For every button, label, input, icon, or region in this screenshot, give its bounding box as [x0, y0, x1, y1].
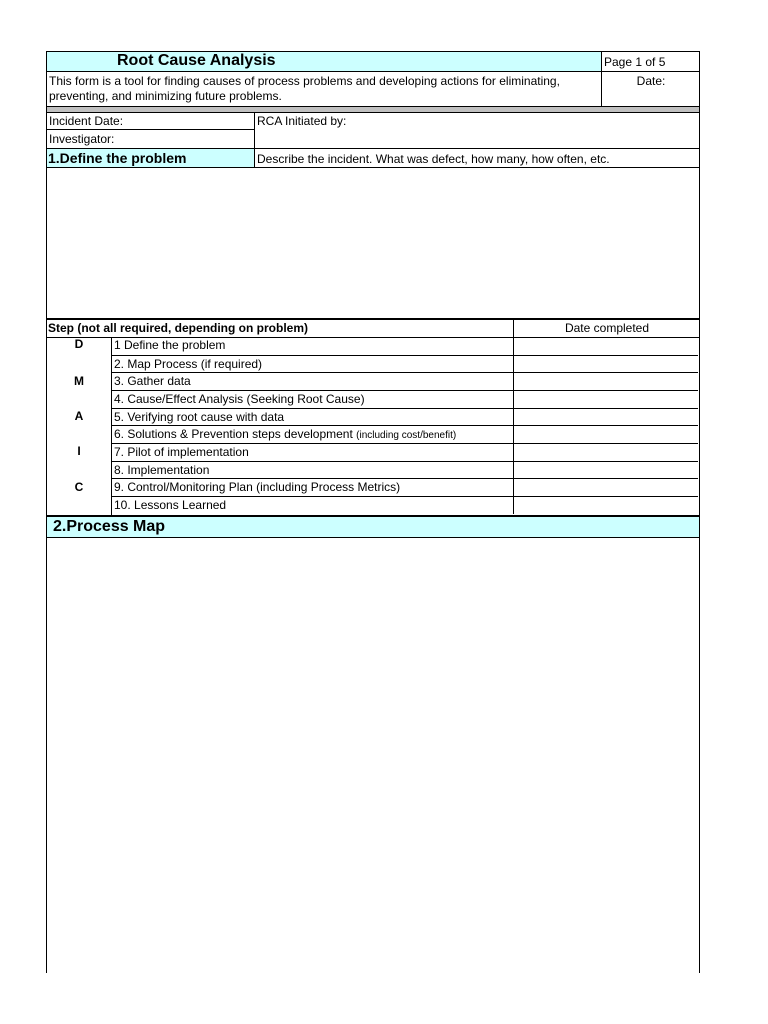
section1-header — [47, 148, 255, 168]
section1-title: 1.Define the problem — [48, 150, 187, 166]
rca-initiated-label: RCA Initiated by: — [257, 114, 347, 128]
process-map-area[interactable] — [47, 538, 699, 973]
step-label: 9. Control/Monitoring Plan (including Process Metrics) — [114, 480, 401, 494]
rca-initiated-field[interactable] — [255, 113, 699, 148]
step-date-cell[interactable] — [513, 408, 698, 426]
step-row — [112, 478, 698, 496]
problem-description-area[interactable] — [47, 168, 699, 318]
step-date-cell[interactable] — [513, 337, 698, 355]
step-date-cell[interactable] — [513, 390, 698, 408]
step-row — [112, 390, 698, 408]
page-number-cell — [601, 52, 699, 72]
investigator-field[interactable] — [47, 130, 255, 148]
page-number: Page 1 of 5 — [604, 55, 666, 69]
step-label: 3. Gather data — [114, 374, 191, 388]
phase-d: D — [74, 337, 84, 351]
step-row — [112, 496, 698, 514]
step-row — [112, 355, 698, 373]
investigator-label: Investigator: — [49, 132, 115, 146]
step-label: 4. Cause/Effect Analysis (Seeking Root Cause) — [114, 392, 365, 406]
step-row — [112, 337, 698, 355]
step-label: 10. Lessons Learned — [114, 498, 227, 512]
step-row — [112, 443, 698, 461]
date-label: Date: — [636, 74, 666, 88]
step-label: 8. Implementation — [114, 463, 210, 477]
date-cell[interactable] — [601, 72, 699, 106]
section2-title: 2.Process Map — [53, 518, 166, 535]
separator-band — [47, 106, 699, 113]
step-label-main: 6. Solutions & Prevention steps development — [114, 427, 353, 441]
step-date-cell[interactable] — [513, 372, 698, 390]
section2-header — [47, 515, 699, 538]
section1-hint-cell — [255, 148, 699, 168]
form-title: Root Cause Analysis — [117, 52, 276, 69]
steps-header-row — [47, 320, 699, 338]
step-row — [112, 425, 698, 443]
step-date-cell[interactable] — [513, 461, 698, 479]
step-date-cell[interactable] — [513, 496, 698, 514]
steps-header-date-cell — [513, 320, 699, 338]
phase-a: A — [74, 409, 84, 423]
incident-date-field[interactable] — [47, 113, 255, 130]
step-label: 7. Pilot of implementation — [114, 445, 249, 459]
phase-m: M — [74, 374, 84, 388]
section1-hint: Describe the incident. What was defect, how many, how often, etc. — [257, 152, 610, 166]
step-label-note: (including cost/benefit) — [356, 430, 457, 441]
step-row — [112, 408, 698, 426]
step-date-cell[interactable] — [513, 355, 698, 373]
step-row — [112, 372, 698, 390]
step-label: 2. Map Process (if required) — [114, 357, 263, 371]
form-description: This form is a tool for finding causes of process problems and developing actions for eliminating, preventing, and minimizing future problems. — [49, 74, 560, 103]
phase-c: C — [74, 480, 84, 494]
step-label — [114, 427, 456, 441]
phase-i: I — [77, 444, 81, 458]
step-date-cell[interactable] — [513, 443, 698, 461]
step-date-cell[interactable] — [513, 478, 698, 496]
title-cell — [47, 52, 601, 72]
steps-header-step: Step (not all required, depending on problem) — [48, 321, 309, 335]
step-date-cell[interactable] — [513, 425, 698, 443]
step-row — [112, 461, 698, 479]
incident-date-label: Incident Date: — [49, 114, 124, 128]
description-cell — [47, 72, 601, 106]
step-label: 5. Verifying root cause with data — [114, 410, 285, 424]
step-label: 1 Define the problem — [114, 338, 226, 352]
steps-header-date: Date completed — [564, 321, 650, 335]
